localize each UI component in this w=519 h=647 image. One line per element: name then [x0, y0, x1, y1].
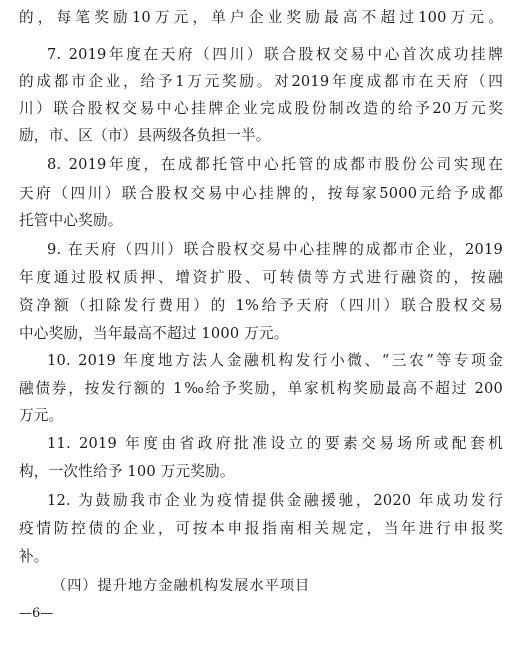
text-line: 11. 2019 年度由省政府批准设立的要素交易场所或配套机: [47, 435, 503, 452]
text-line: 10. 2019 年度地方法人金融机构发行小微、“三农”等专项金: [47, 352, 503, 369]
text-line: 8. 2019年度，在成都托管中心托管的成都市股份公司实现在: [47, 156, 503, 173]
page-number: —6—: [19, 606, 54, 621]
text-line: 疫情防控债的企业，可按本申报指南相关规定，当年进行申报奖: [19, 520, 503, 537]
text-line: 12. 为鼓励我市企业为疫情提供金融援驰，2020 年成功发行: [47, 492, 503, 509]
text-line: 资净额（扣除发行费用）的 1%给予天府（四川）联合股权交易: [19, 297, 503, 314]
text-line: 万元。: [19, 407, 64, 424]
text-line: 补。: [19, 548, 49, 565]
text-line: 川）联合股权交易中心挂牌企业完成股份制改造的给予20万元奖: [19, 100, 503, 117]
text-line: 的，每笔奖励10万元，单户企业奖励最高不超过100万元。: [19, 9, 503, 26]
text-line: 融债券，按发行额的 1‰给予奖励，单家机构奖励最高不超过 200: [19, 380, 503, 397]
text-line: 中心奖励，当年最高不超过 1000 万元。: [19, 325, 289, 342]
text-line: 年度通过股权质押、增资扩股、可转债等方式进行融资的，按融: [19, 269, 503, 286]
text-line: 天府（四川）联合股权交易中心挂牌的，按每家5000元给予成都: [19, 185, 503, 202]
section-heading: （四）提升地方金融机构发展水平项目: [52, 578, 311, 594]
text-line: 的成都市企业，给予1万元奖励。对2019年度成都市在天府（四: [19, 73, 503, 90]
text-line: 励，市、区（市）县两级各负担一半。: [19, 127, 271, 144]
text-line: 托管中心奖励。: [19, 212, 123, 229]
text-line: 7. 2019年度在天府（四川）联合股权交易中心首次成功挂牌: [47, 46, 503, 63]
text-line: 构，一次性给予 100 万元奖励。: [19, 463, 235, 480]
text-line: 9. 在天府（四川）联合股权交易中心挂牌的成都市企业，2019: [47, 241, 503, 258]
